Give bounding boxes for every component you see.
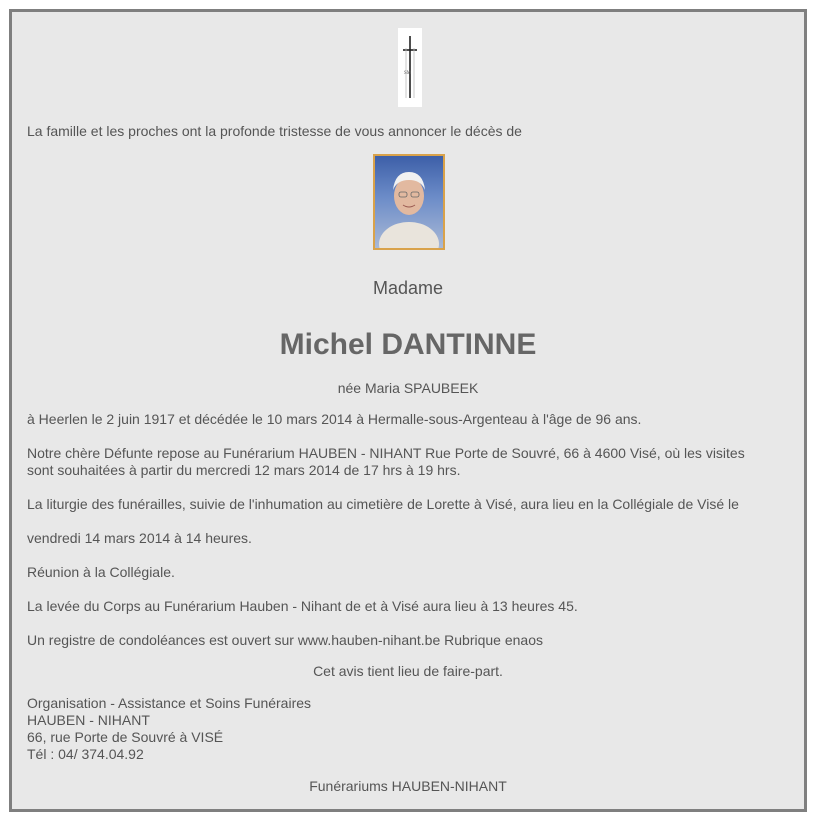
register-text: Un registre de condoléances est ouvert sur www.hauben-nihant.be Rubrique enaos [27,632,543,648]
liturgy-text: La liturgie des funérailles, suivie de l'inhumation au cimetière de Lorette à Visé, aura lieu en la Collégiale de Visé le [27,496,739,512]
salutation: Madame [372,278,444,298]
levee-text: La levée du Corps au Funérarium Hauben - Nihant de et à Visé aura lieu à 13 heures 45. [27,598,578,614]
born-name: née Maria SPAUBEEK [337,380,479,396]
organisation-phone: Tél : 04/ 374.04.92 [27,746,144,762]
repose-text-line1: Notre chère Défunte repose au Funérarium HAUBEN - NIHANT Rue Porte de Souvré, 66 à 4600 Visé, où les visites [27,445,745,461]
notice-text: Cet avis tient lieu de faire-part. [313,663,503,679]
svg-text:SM: SM [404,71,412,76]
organisation-address: 66, rue Porte de Souvré à VISÉ [27,729,224,745]
footer-text: Funérariums HAUBEN-NIHANT [309,778,507,794]
repose-text-line2: sont souhaitées à partir du mercredi 12 mars 2014 de 17 hrs à 19 hrs. [27,462,461,478]
liturgy-date: vendredi 14 mars 2014 à 14 heures. [27,530,252,546]
birth-death-text: à Heerlen le 2 juin 1917 et décédée le 10 mars 2014 à Hermalle-sous-Argenteau à l'âge de 96 ans. [27,411,642,427]
intro-text: La famille et les proches ont la profonde tristesse de vous annoncer le décès de [27,123,522,139]
portrait-photo [373,154,445,250]
organisation-line2: HAUBEN - NIHANT [27,712,150,728]
reunion-text: Réunion à la Collégiale. [27,564,175,580]
deceased-name: Michel DANTINNE [279,328,537,361]
organisation-line1: Organisation - Assistance et Soins Funéraires [27,695,312,711]
cross-icon [398,28,422,107]
notice-card [9,9,807,812]
